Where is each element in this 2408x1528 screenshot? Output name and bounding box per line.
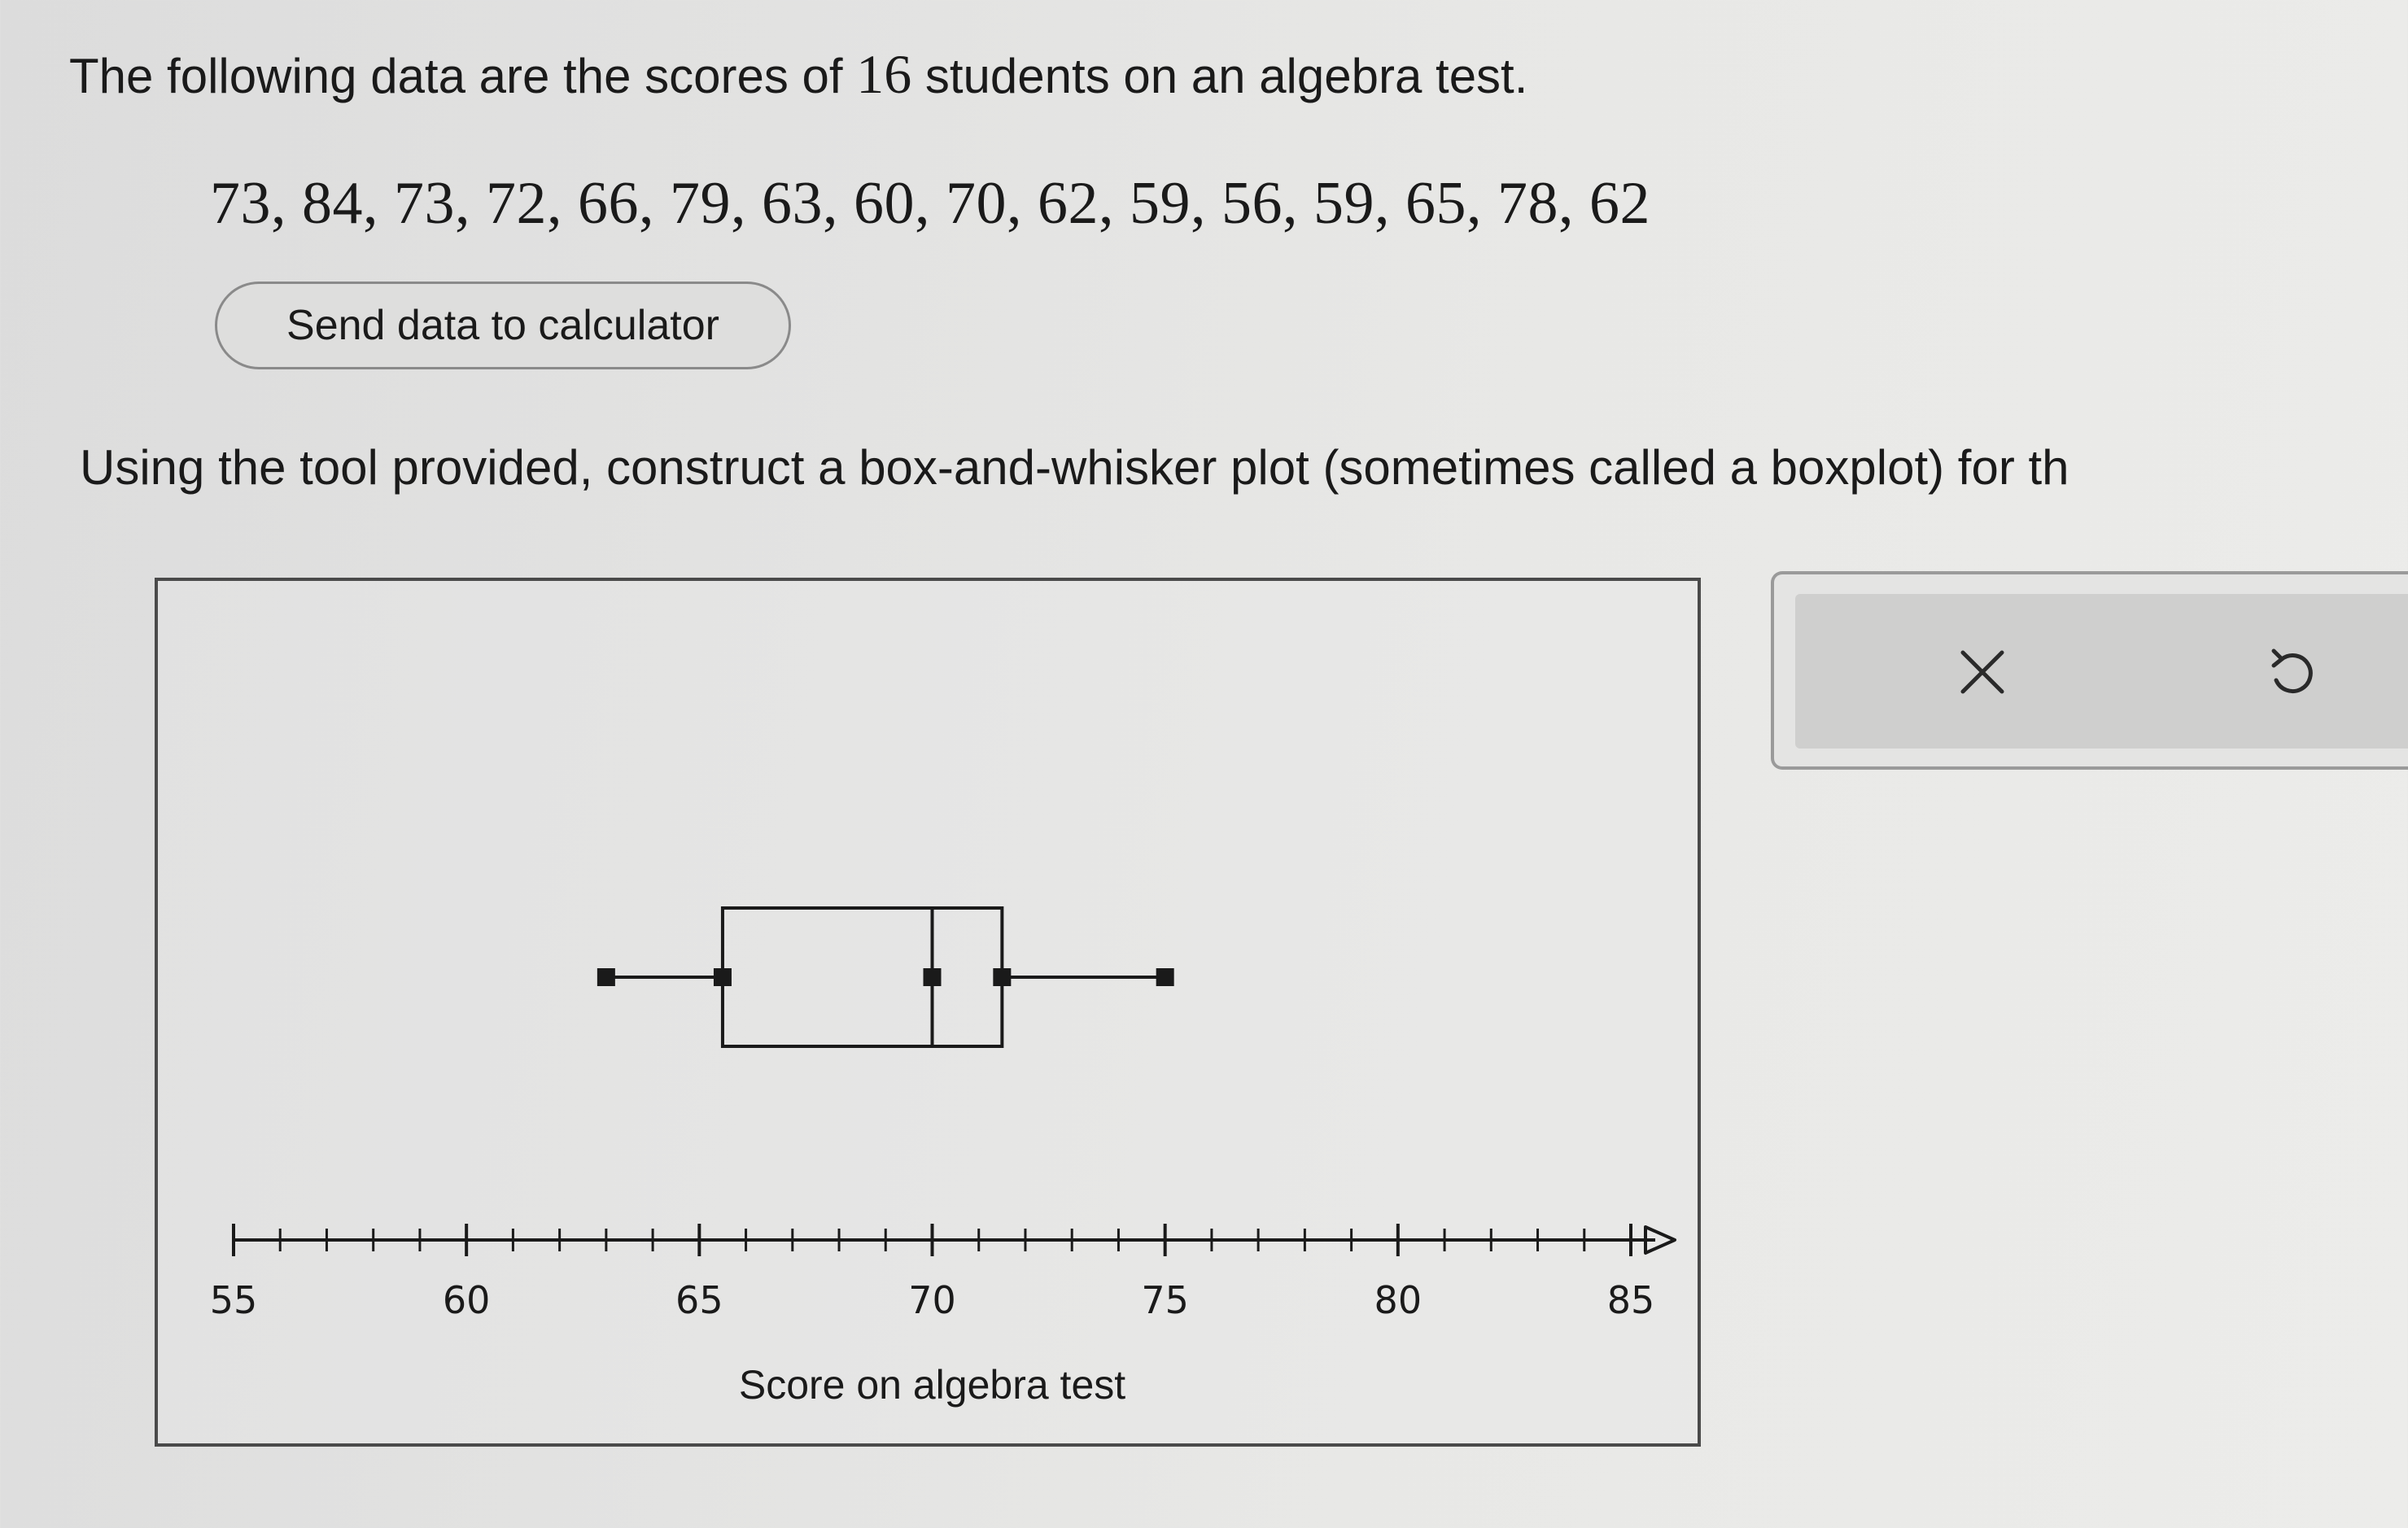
tick-label: 65 xyxy=(675,1278,723,1322)
tool-bar xyxy=(1795,594,2408,749)
max-handle[interactable] xyxy=(1156,968,1174,986)
boxplot-panel[interactable] xyxy=(155,578,1701,1447)
q3-handle[interactable] xyxy=(993,968,1011,986)
q1-handle[interactable] xyxy=(714,968,732,986)
question-intro xyxy=(69,42,1527,107)
graph-tools-panel xyxy=(1771,571,2408,770)
min-handle[interactable] xyxy=(597,968,615,986)
clear-button[interactable] xyxy=(1934,623,2031,721)
close-icon xyxy=(1956,646,2008,698)
x-axis-label: Score on algebra test xyxy=(738,1362,1126,1408)
median-handle[interactable] xyxy=(924,968,942,986)
tick-label: 80 xyxy=(1374,1278,1423,1322)
tick-label: 85 xyxy=(1606,1278,1655,1322)
intro-text-end: students on an algebra test. xyxy=(911,49,1528,103)
undo-button[interactable] xyxy=(2243,623,2340,721)
boxplot-graph[interactable] xyxy=(158,581,1704,1450)
send-data-button[interactable]: Send data to calculator xyxy=(215,282,791,369)
tick-label: 60 xyxy=(442,1278,491,1322)
tick-label: 70 xyxy=(908,1278,956,1322)
intro-text-start: The following data are the scores of xyxy=(69,49,857,103)
student-count: 16 xyxy=(856,43,912,105)
undo-icon xyxy=(2262,643,2321,701)
instruction-text: Using the tool provided, construct a box-and-whisker plot (sometimes called a boxplot) for th xyxy=(80,440,2069,495)
data-values: 73, 84, 73, 72, 66, 79, 63, 60, 70, 62, 59, 56, 59, 65, 78, 62 xyxy=(210,170,1650,237)
tick-label: 55 xyxy=(209,1278,258,1322)
iqr-box xyxy=(723,908,1002,1046)
tick-label: 75 xyxy=(1141,1278,1189,1322)
